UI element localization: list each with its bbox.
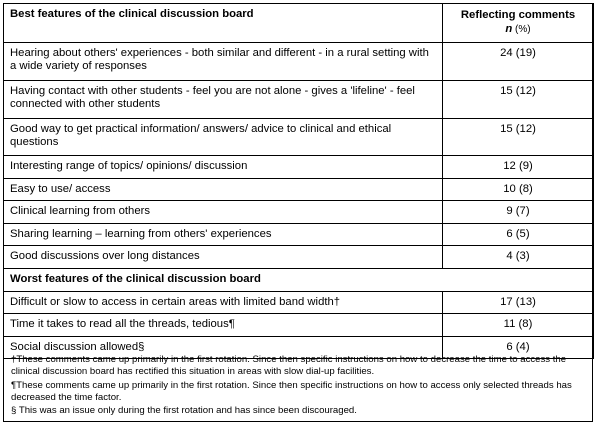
best-features-heading: Best features of the clinical discussion board — [4, 4, 443, 43]
count-cell: 4 (3) — [443, 246, 594, 269]
table-row — [4, 224, 594, 246]
feature-cell: Good discussions over long distances — [4, 246, 443, 269]
reflecting-comments-heading — [443, 4, 594, 43]
count-cell: 6 (5) — [443, 224, 594, 246]
count-cell: 12 (9) — [443, 156, 594, 179]
footnote-pilcrow: ¶These comments came up primarily in the first rotation. Since then specific instructions on how to access only selected threads has decreased the time factor. — [11, 379, 572, 403]
count-cell: 11 (8) — [443, 314, 594, 337]
table-row — [4, 179, 594, 201]
count-cell: 17 (13) — [443, 292, 594, 314]
table-row — [4, 119, 594, 156]
features-table — [3, 3, 594, 359]
table-row — [4, 292, 594, 314]
feature-cell: Having contact with other students - feel you are not alone - gives a 'lifeline' - feel connected with other students — [4, 81, 443, 119]
footnote-section: § This was an issue only during the first rotation and has since been discouraged. — [11, 405, 357, 417]
worst-features-heading: Worst features of the clinical discussion board — [4, 269, 594, 292]
count-cell: 10 (8) — [443, 179, 594, 201]
feature-cell: Time it takes to read all the threads, tedious¶ — [4, 314, 443, 337]
worst-header-row — [4, 269, 594, 292]
n-symbol: n — [505, 23, 513, 35]
table-row — [4, 81, 594, 119]
feature-cell: Good way to get practical information/ answers/ advice to clinical and ethical questions — [4, 119, 443, 156]
table-row — [4, 314, 594, 337]
footnote-dagger: †These comments came up primarily in the first rotation. Since then specific instructions on how to decrease the time to access the clinical discussion board has rectified this situation in areas with slow dial-up facilities. — [11, 354, 567, 378]
feature-cell: Easy to use/ access — [4, 179, 443, 201]
footnotes — [11, 354, 589, 418]
table-row — [4, 246, 594, 269]
table-row — [4, 201, 594, 224]
feature-cell: Social discussion allowed§ — [4, 337, 443, 359]
feature-cell: Hearing about others' experiences - both similar and different - in a rural setting with a wide variety of responses — [4, 43, 443, 81]
count-subheader — [449, 22, 587, 37]
count-cell: 9 (7) — [443, 201, 594, 224]
percent-unit: (%) — [512, 24, 531, 35]
feature-cell: Clinical learning from others — [4, 201, 443, 224]
feature-cell: Sharing learning – learning from others' experiences — [4, 224, 443, 246]
count-cell: 15 (12) — [443, 81, 594, 119]
count-header-label: Reflecting comments — [460, 9, 576, 21]
feature-cell: Difficult or slow to access in certain areas with limited band width† — [4, 292, 443, 314]
count-cell: 6 (4) — [443, 337, 594, 359]
count-cell: 24 (19) — [443, 43, 594, 81]
table-row — [4, 43, 594, 81]
table-row — [4, 156, 594, 179]
best-header-row — [4, 4, 594, 43]
count-cell: 15 (12) — [443, 119, 594, 156]
feature-cell: Interesting range of topics/ opinions/ discussion — [4, 156, 443, 179]
